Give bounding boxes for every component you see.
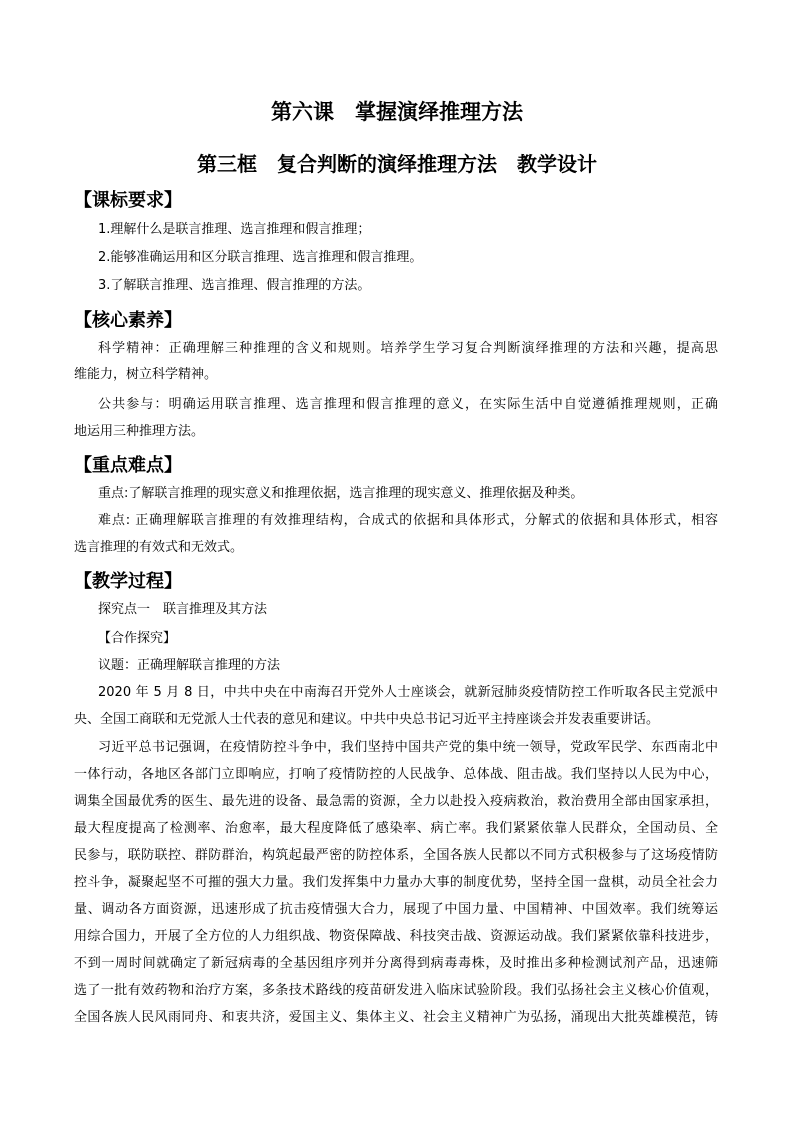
process-line: 议题：正确理解联言推理的方法	[98, 658, 281, 673]
process-line: 全国各族人民风雨同舟、和衷共济，爱国主义、集体主义、社会主义精神广为弘扬，涌现出大批英雄模范，铸	[74, 1010, 718, 1025]
section-heading-jiaoxue: 【教学过程】	[74, 571, 182, 592]
process-line: 量、调动各方面资源，迅速形成了抗击疫情强大合力，展现了中国力量、中国精神、中国效率。我们统筹运	[74, 902, 718, 917]
process-line: 不到一周时间就确定了新冠病毒的全基因组序列并分离得到病毒毒株，及时推出多种检测试剂产品，迅速筛	[74, 956, 718, 971]
process-line: 选了一批有效药物和治疗方案，多条技术路线的疫苗研发进入临床试验阶段。我们弘扬社会主义核心价值观，	[74, 983, 718, 998]
process-line: 【合作探究】	[98, 631, 177, 646]
hexin-line: 公共参与：明确运用联言推理、选言推理和假言推理的意义，在实际生活中自觉遵循推理规则，正确	[98, 397, 718, 412]
kebiao-item: 2.能够准确运用和区分联言推理、选言推理和假言推理。	[98, 250, 423, 265]
kebiao-item: 3.了解联言推理、选言推理、假言推理的方法。	[98, 278, 371, 293]
section-heading-hexin: 【核心素养】	[74, 310, 182, 331]
process-line: 央、全国工商联和无党派人士代表的意见和建议。中共中央总书记习近平主持座谈会并发表重要讲话。	[74, 712, 660, 727]
process-line: 最大程度提高了检测率、治愈率，最大程度降低了感染率、病亡率。我们紧紧依靠人民群众，全国动员、全	[74, 821, 718, 836]
process-line: 民参与，联防联控、群防群治，构筑起最严密的防控体系，全国各族人民都以不同方式积极参与了这场疫情防	[74, 848, 718, 863]
lesson-subtitle: 第三框 复合判断的演绎推理方法 教学设计	[197, 152, 597, 176]
lesson-title: 第六课 掌握演绎推理方法	[271, 99, 523, 124]
zhongdian-line: 重点:了解联言推理的现实意义和推理依据，选言推理的现实意义、推理依据及种类。	[98, 486, 584, 501]
process-line: 调集全国最优秀的医生、最先进的设备、最急需的资源，全力以赴投入疫病救治，救治费用全部由国家承担，	[74, 794, 718, 809]
hexin-line: 科学精神：正确理解三种推理的含义和规则。培养学生学习复合判断演绎推理的方法和兴趣，提高思	[98, 341, 718, 356]
process-line: 探究点一 联言推理及其方法	[98, 602, 268, 617]
process-line: 一体行动，各地区各部门立即响应，打响了疫情防控的人民战争、总体战、阻击战。我们坚持以人民为中心，	[74, 767, 718, 782]
process-line: 2020 年 5 月 8 日，中共中央在中南海召开党外人士座谈会，就新冠肺炎疫情防控工作听取各民主党派中	[98, 685, 718, 700]
process-line: 用综合国力，开展了全方位的人力组织战、物资保障战、科技突击战、资源运动战。我们紧紧依靠科技进步，	[74, 929, 718, 944]
kebiao-item: 1.理解什么是联言推理、选言推理和假言推理；	[98, 222, 371, 237]
zhongdian-line: 选言推理的有效式和无效式。	[74, 540, 244, 555]
process-line: 控斗争，凝聚起坚不可摧的强大力量。我们发挥集中力量办大事的制度优势，坚持全国一盘棋，动员全社会力	[74, 875, 718, 890]
section-heading-kebiao: 【课标要求】	[74, 190, 182, 211]
zhongdian-line: 难点: 正确理解联言推理的有效推理结构，合成式的依据和具体形式，分解式的依据和具体形式，相容	[98, 513, 718, 528]
hexin-line: 维能力，树立科学精神。	[74, 367, 218, 382]
hexin-line: 地运用三种推理方法。	[74, 424, 205, 439]
section-heading-zhongdian: 【重点难点】	[74, 455, 182, 476]
process-line: 习近平总书记强调，在疫情防控斗争中，我们坚持中国共产党的集中统一领导，党政军民学、东西南北中	[98, 740, 718, 755]
